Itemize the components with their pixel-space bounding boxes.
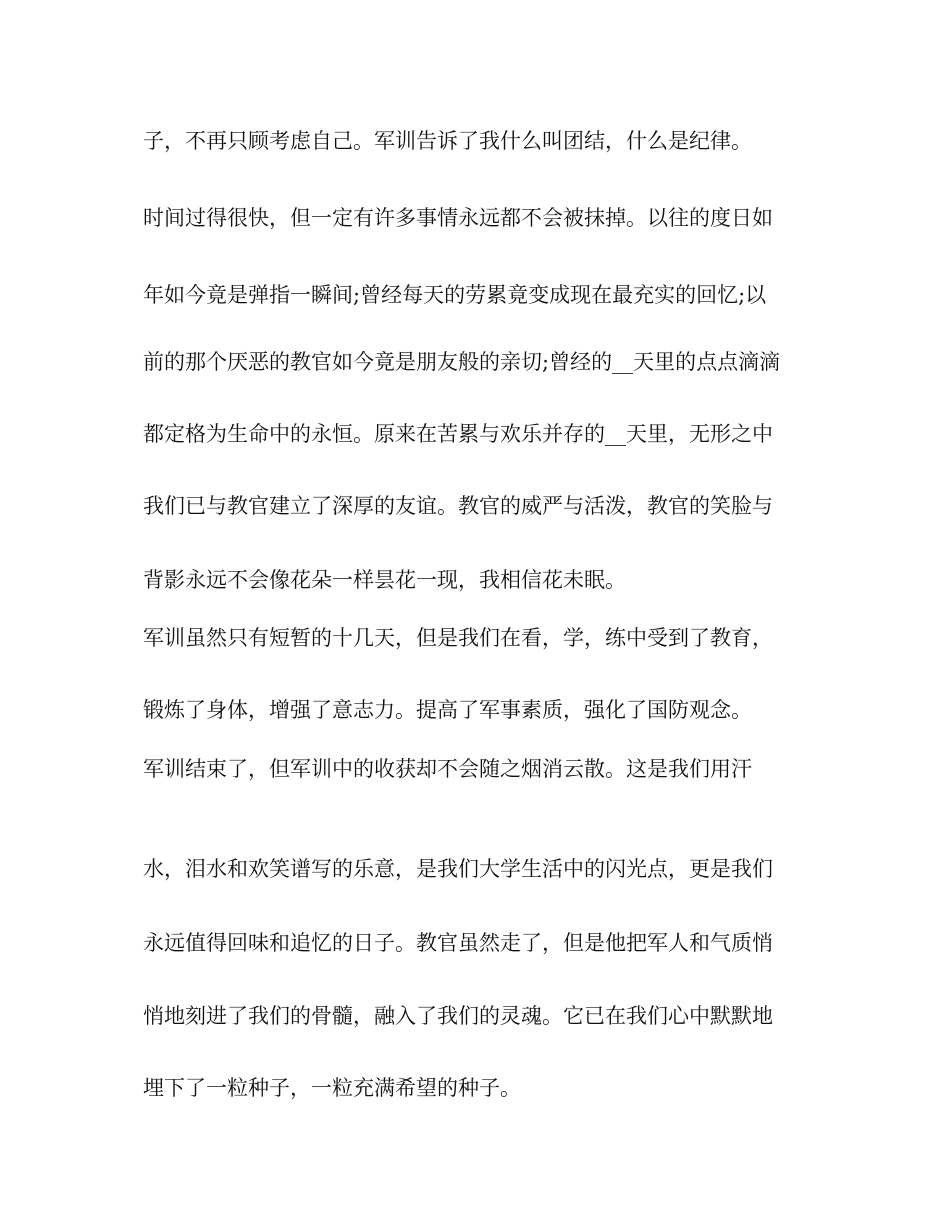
text-line: 前的那个厌恶的教官如今竟是朋友般的亲切;曾经的__天里的点点滴滴: [143, 350, 781, 374]
text-line: 锻炼了身体，增强了意志力。提高了军事素质，强化了国防观念。: [143, 698, 752, 722]
text-line: 背影永远不会像花朵一样昙花一现，我相信花未眠。: [143, 568, 626, 592]
text-line: 悄地刻进了我们的骨髓，融入了我们的灵魂。它已在我们心中默默地: [143, 1004, 773, 1028]
text-line: 都定格为生命中的永恒。原来在苦累与欢乐并存的__天里，无形之中: [143, 422, 773, 446]
text-line: 埋下了一粒种子，一粒充满希望的种子。: [143, 1076, 521, 1100]
text-line: 子，不再只顾考虑自己。军训告诉了我什么叫团结，什么是纪律。: [143, 129, 752, 153]
text-line: 军训虽然只有短暂的十几天，但是我们在看，学，练中受到了教育，: [143, 626, 773, 650]
text-line: 年如今竟是弹指一瞬间;曾经每天的劳累竟变成现在最充实的回忆;以: [143, 283, 767, 307]
text-line: 永远值得回味和追忆的日子。教官虽然走了，但是他把军人和气质悄: [143, 931, 773, 955]
text-line: 军训结束了，但军训中的收获却不会随之烟消云散。这是我们用汗: [143, 757, 752, 781]
text-line: 我们已与教官建立了深厚的友谊。教官的威严与活泼，教官的笑脸与: [143, 494, 773, 518]
text-line: 时间过得很快，但一定有许多事情永远都不会被抹掉。以往的度日如: [143, 206, 773, 230]
text-line: 水，泪水和欢笑谱写的乐意，是我们大学生活中的闪光点，更是我们: [143, 857, 773, 881]
